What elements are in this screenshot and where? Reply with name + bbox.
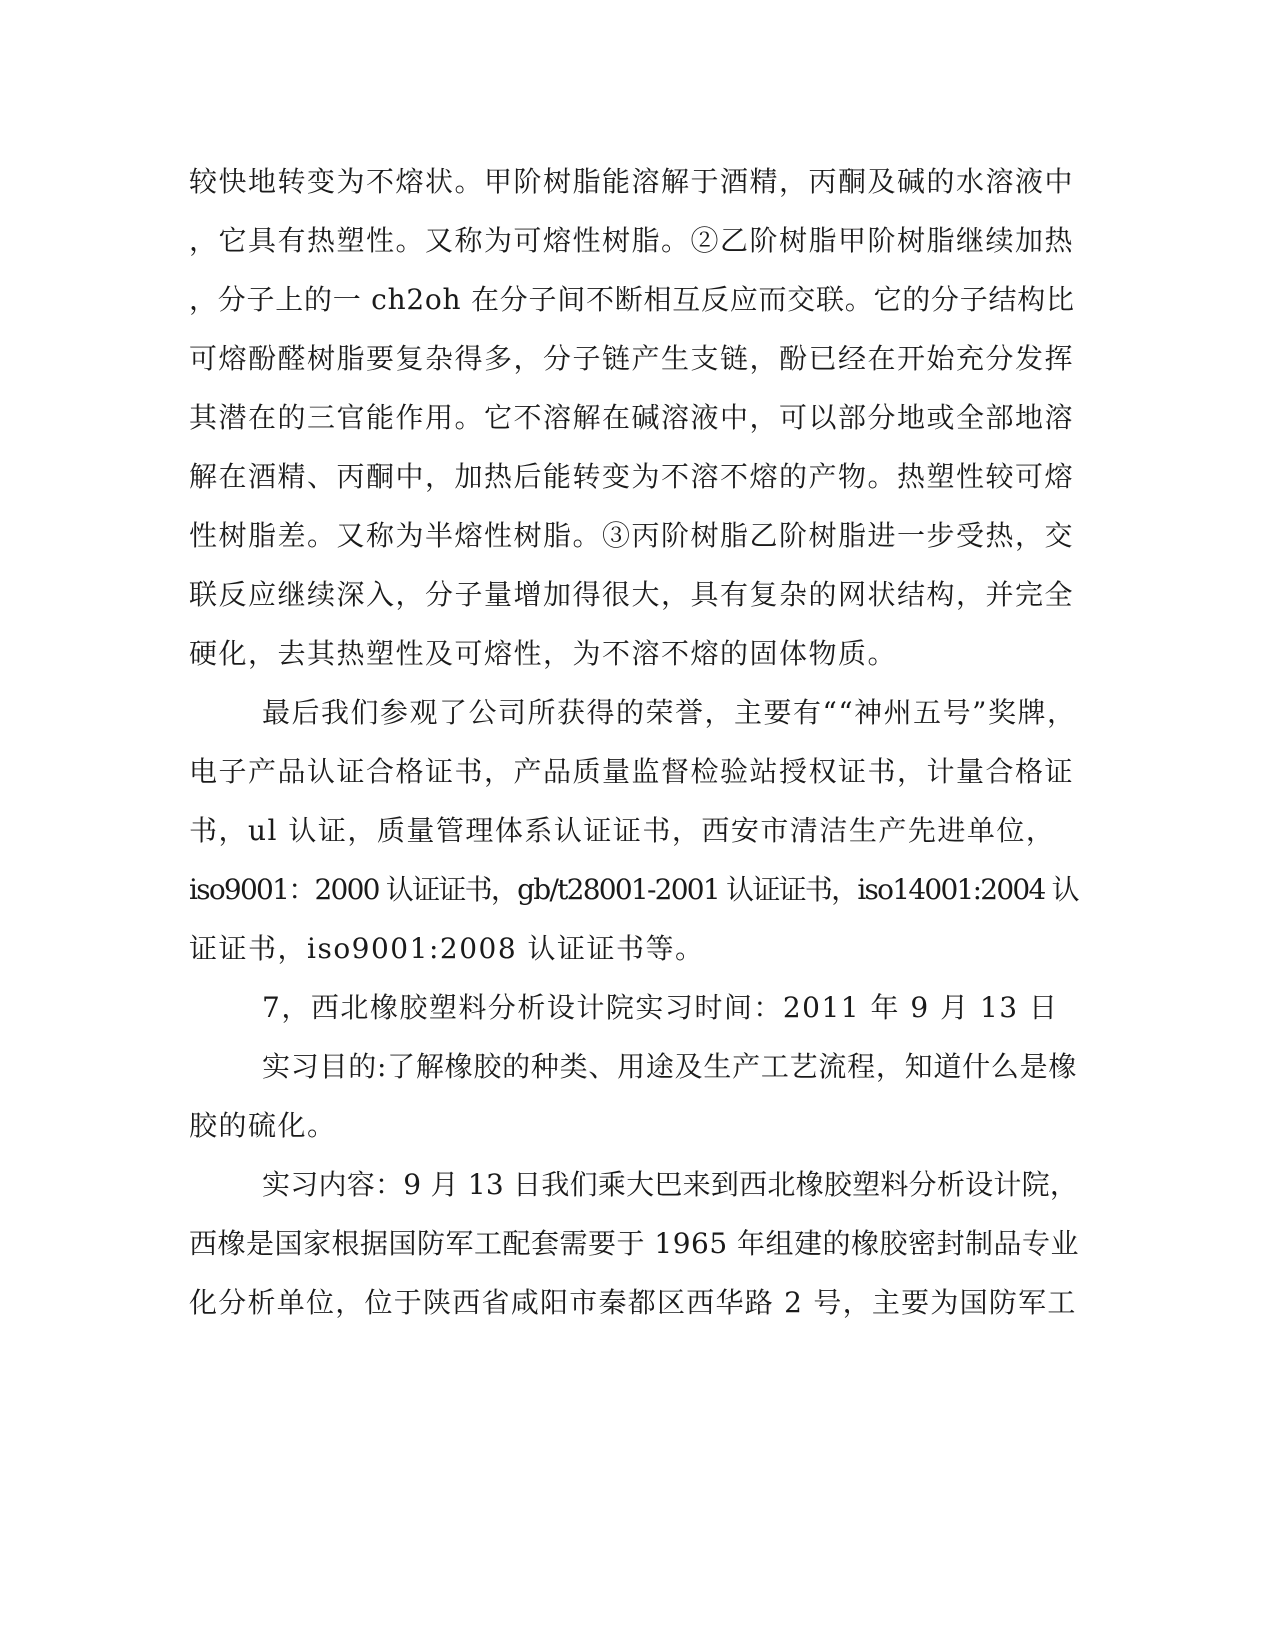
paragraph-start-line: 实习内容：9 月 13 日我们乘大巴来到西北橡胶塑料分析设计院， [262,1168,1079,1201]
text-line: 电子产品认证合格证书，产品质量监督检验站授权证书，计量合格证 [189,755,1075,788]
text-line: 西橡是国家根据国防军工配套需要于 1965 年组建的橡胶密封制品专业 [189,1227,1080,1260]
text-line: 联反应继续深入，分子量增加得很大，具有复杂的网状结构，并完全 [189,578,1075,611]
text-line: 硬化，去其热塑性及可熔性，为不溶不熔的固体物质。 [189,637,898,670]
text-line: ，分子上的一 ch2oh 在分子间不断相互反应而交联。它的分子结构比 [189,283,1075,316]
paragraph-start-line: 实习目的:了解橡胶的种类、用途及生产工艺流程，知道什么是橡 [262,1050,1078,1083]
text-line: 胶的硫化。 [189,1109,337,1142]
text-line: 较快地转变为不熔状。甲阶树脂能溶解于酒精，丙酮及碱的水溶液中 [189,165,1075,198]
text-line: 性树脂差。又称为半熔性树脂。③丙阶树脂乙阶树脂进一步受热，交 [189,519,1075,552]
text-line: 解在酒精、丙酮中，加热后能转变为不溶不熔的产物。热塑性较可熔 [189,460,1075,493]
text-line: 书，ul 认证，质量管理体系认证证书，西安市清洁生产先进单位， [189,814,1056,847]
text-line: 证证书，iso9001:2008 认证证书等。 [189,932,705,965]
text-line: ，它具有热塑性。又称为可熔性树脂。②乙阶树脂甲阶树脂继续加热 [189,224,1075,257]
text-line: 可熔酚醛树脂要复杂得多，分子链产生支链，酚已经在开始充分发挥 [189,342,1075,375]
text-line: iso9001：2000 认证证书，gb/t28001-2001 认证证书，iso14001:2004 认 [189,873,1078,906]
section-heading: 7，西北橡胶塑料分析设计院实习时间：2011 年 9 月 13 日 [262,991,1059,1024]
text-line: 化分析单位，位于陕西省咸阳市秦都区西华路 2 号，主要为国防军工 [189,1286,1077,1319]
paragraph-start-line: 最后我们参观了公司所获得的荣誉，主要有““神州五号”奖牌， [262,696,1077,729]
text-line: 其潜在的三官能作用。它不溶解在碱溶液中，可以部分地或全部地溶 [189,401,1075,434]
